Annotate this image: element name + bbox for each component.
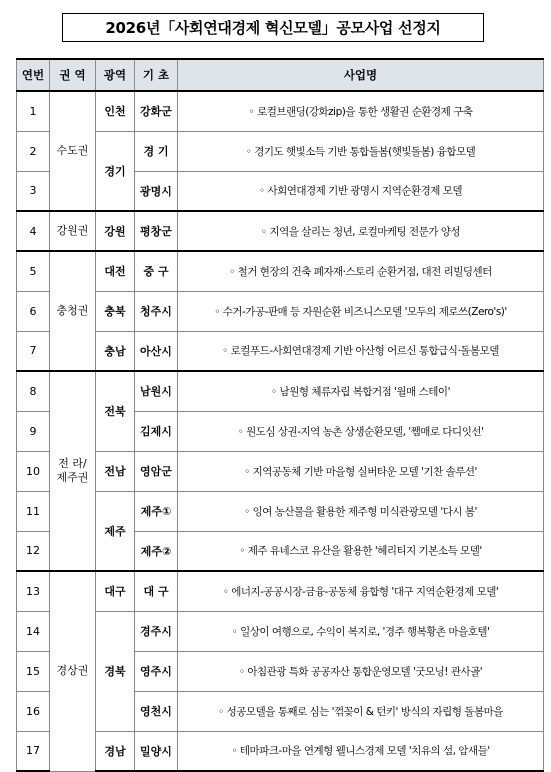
row-no: 4: [17, 211, 50, 251]
header-project: 사업명: [178, 59, 544, 91]
base-cell: 광명시: [135, 171, 178, 211]
table-row: [17, 211, 544, 251]
project-cell: ◦ 지역을 살리는 청년, 로컬마케팅 전문가 양성: [178, 211, 544, 251]
table-row: [17, 251, 544, 291]
base-cell: 평창군: [135, 211, 178, 251]
base-cell: 남원시: [135, 371, 178, 411]
header-region: 권 역: [50, 59, 96, 91]
region-cell: [50, 371, 96, 571]
province-cell: 충남: [96, 331, 135, 371]
row-no: 12: [17, 531, 50, 571]
table-row: [17, 571, 544, 611]
table-row: [17, 491, 544, 531]
header-base: 기 초: [135, 59, 178, 91]
row-no: 11: [17, 491, 50, 531]
region-cell: 강원권: [50, 211, 96, 251]
province-cell: 강원: [96, 211, 135, 251]
table-row: [17, 91, 544, 131]
project-cell: ◦ 잉여 농산물을 활용한 제주형 미식관광모델 '다시 봄': [178, 491, 544, 531]
row-no: 13: [17, 571, 50, 611]
base-cell: 밀양시: [135, 731, 178, 771]
region-label-line2: 제주권: [56, 471, 89, 484]
row-no: 14: [17, 611, 50, 651]
row-no: 10: [17, 451, 50, 491]
table-row: [17, 131, 544, 171]
base-cell: 김제시: [135, 411, 178, 451]
province-cell: 인천: [96, 91, 135, 131]
base-cell: 강화군: [135, 91, 178, 131]
project-cell: ◦ 경기도 햇빛소득 기반 통합돌봄(햇빛돌봄) 융합모델: [178, 131, 544, 171]
row-no: 7: [17, 331, 50, 371]
base-cell: 대 구: [135, 571, 178, 611]
project-cell: ◦ 지역공동체 기반 마을형 실버타운 모델 '기찬 솔루션': [178, 451, 544, 491]
table-row: [17, 331, 544, 371]
region-label-line1: 전 라/: [58, 457, 87, 470]
row-no: 17: [17, 731, 50, 771]
province-cell: 충북: [96, 291, 135, 331]
base-cell: 경주시: [135, 611, 178, 651]
province-cell: 경기: [96, 131, 135, 211]
base-cell: 아산시: [135, 331, 178, 371]
province-cell: 전남: [96, 451, 135, 491]
province-cell: 경북: [96, 611, 135, 731]
header-no: 연번: [17, 59, 50, 91]
base-cell: 제주②: [135, 531, 178, 571]
region-cell: 충청권: [50, 251, 96, 371]
project-cell: ◦ 사회연대경제 기반 광명시 지역순환경제 모델: [178, 171, 544, 211]
province-cell: 대전: [96, 251, 135, 291]
project-cell: ◦ 성공모델을 통째로 심는 '꺾꽂이 & 턴키' 방식의 자립형 돌봄마을: [178, 691, 544, 731]
row-no: 6: [17, 291, 50, 331]
project-cell: ◦ 철거 현장의 건축 폐자재·스토리 순환거점, 대전 리빌딩센터: [178, 251, 544, 291]
row-no: 16: [17, 691, 50, 731]
project-cell: ◦ 제주 유네스코 유산을 활용한 '헤리티지 기본소득 모델': [178, 531, 544, 571]
project-cell: ◦ 남원형 체류자립 복합거점 '월매 스테이': [178, 371, 544, 411]
table-row: [17, 611, 544, 651]
region-cell: 수도권: [50, 91, 96, 211]
base-cell: 경 기: [135, 131, 178, 171]
project-cell: ◦ 로컬푸드-사회연대경제 기반 아산형 어르신 통합급식·돌봄모델: [178, 331, 544, 371]
table-row: [17, 371, 544, 411]
page-title: 2026년「사회연대경제 혁신모델」공모사업 선정지: [62, 13, 484, 42]
selection-table: [16, 58, 544, 772]
province-cell: 대구: [96, 571, 135, 611]
table-row: [17, 731, 544, 771]
project-cell: ◦ 아침관광 특화 공공자산 통합운영모델 '굿모닝! 관사골': [178, 651, 544, 691]
base-cell: 제주①: [135, 491, 178, 531]
region-cell: 경상권: [50, 571, 96, 771]
row-no: 8: [17, 371, 50, 411]
row-no: 5: [17, 251, 50, 291]
project-cell: ◦ 원도심 상권-지역 농촌 상생순환모델, '쨈매로 다디잇선': [178, 411, 544, 451]
province-cell: 전북: [96, 371, 135, 451]
base-cell: 영천시: [135, 691, 178, 731]
base-cell: 영암군: [135, 451, 178, 491]
project-cell: ◦ 일상이 여행으로, 수익이 복지로, '경주 행복황촌 마을호텔': [178, 611, 544, 651]
base-cell: 청주시: [135, 291, 178, 331]
base-cell: 중 구: [135, 251, 178, 291]
row-no: 9: [17, 411, 50, 451]
project-cell: ◦ 수거-가공-판매 등 자원순환 비즈니스모델 '모두의 제로쓰(Zero's)': [178, 291, 544, 331]
table-header-row: [17, 59, 544, 91]
table-row: [17, 291, 544, 331]
row-no: 2: [17, 131, 50, 171]
row-no: 15: [17, 651, 50, 691]
table-row: [17, 451, 544, 491]
province-cell: 경남: [96, 731, 135, 771]
row-no: 3: [17, 171, 50, 211]
province-cell: 제주: [96, 491, 135, 571]
project-cell: ◦ 테마파크-마을 연계형 웰니스경제 모델 '치유의 섬, 암새들': [178, 731, 544, 771]
header-province: 광역: [96, 59, 135, 91]
project-cell: ◦ 로컬브랜딩(강화zip)을 통한 생활권 순환경제 구축: [178, 91, 544, 131]
base-cell: 영주시: [135, 651, 178, 691]
project-cell: ◦ 에너지-공공시장-금융-공동체 융합형 '대구 지역순환경제 모델': [178, 571, 544, 611]
row-no: 1: [17, 91, 50, 131]
